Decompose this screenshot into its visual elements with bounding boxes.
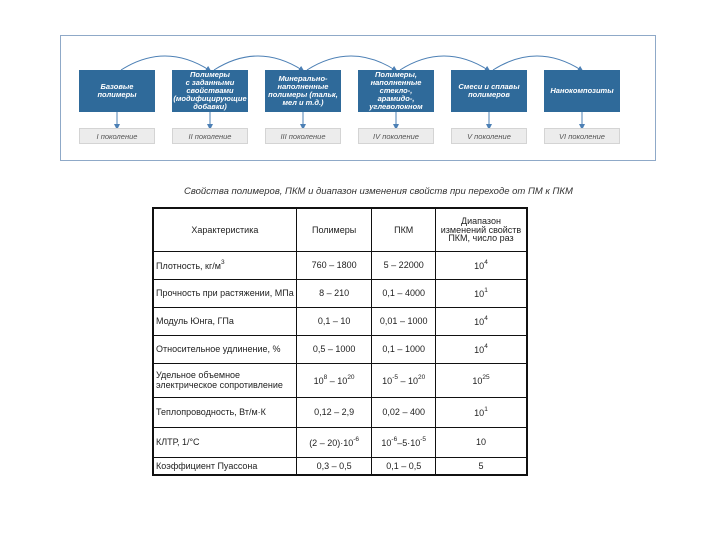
arc-arrow-4 <box>400 56 488 70</box>
row-range-conductivity: $10^1$ <box>435 397 527 427</box>
row-name-elongation: Относительное удлинение, % <box>153 335 296 363</box>
row-poly-resistivity: $10^8 - 10^{20}$ <box>296 363 372 397</box>
generation-box-4: IV поколение <box>358 128 434 144</box>
header-pkm: ПКМ <box>372 208 436 251</box>
header-polymers: Полимеры <box>296 208 372 251</box>
table-caption: Свойства полимеров, ПКМ и диапазон изменения свойств при переходе от ПМ к ПКМ <box>184 186 573 197</box>
table-row <box>153 251 527 279</box>
generation-box-6: VI поколение <box>544 128 620 144</box>
table-row <box>153 307 527 335</box>
row-name-clte: КЛТР, 1/°C <box>153 427 296 457</box>
row-range-resistivity: $10^{25}$ <box>435 363 527 397</box>
table-row <box>153 279 527 307</box>
table-row <box>153 335 527 363</box>
arc-arrow-5 <box>493 56 581 70</box>
row-range-poisson: 5 <box>435 457 527 475</box>
header-range: Диапазон изменений свойств ПКМ, число раз <box>435 208 527 251</box>
row-poly-density: 760 – 1800 <box>296 251 372 279</box>
row-poly-clte: $(2 - 20)\cdot 10^{-6}$ <box>296 427 372 457</box>
properties-table <box>152 207 528 476</box>
row-pkm-elongation: 0,1 – 1000 <box>372 335 436 363</box>
polymer-generations-diagram <box>60 35 656 161</box>
row-pkm-density: 5 – 22000 <box>372 251 436 279</box>
stage-box-5: Смеси и сплавы полимеров <box>451 70 527 112</box>
generation-box-1: I поколение <box>79 128 155 144</box>
table-row <box>153 427 527 457</box>
arc-arrow-1 <box>121 56 209 70</box>
row-pkm-resistivity: $10^{-5} - 10^{20}$ <box>372 363 436 397</box>
row-range-elongation: $10^4$ <box>435 335 527 363</box>
row-pkm-strength: 0,1 – 4000 <box>372 279 436 307</box>
arc-arrow-2 <box>214 56 302 70</box>
row-poly-poisson: 0,3 – 0,5 <box>296 457 372 475</box>
stage-box-4: Полимеры, наполненные стекло-, арамидо-, углеволокном <box>358 70 434 112</box>
table-row <box>153 457 527 475</box>
row-name-resistivity: Удельное объемное электрическое сопротивление <box>153 363 296 397</box>
generation-box-3: III поколение <box>265 128 341 144</box>
arc-arrow-3 <box>307 56 395 70</box>
row-name-density: Плотность, $кг/м^3$ <box>153 251 296 279</box>
header-property: Характеристика <box>153 208 296 251</box>
row-poly-strength: 8 – 210 <box>296 279 372 307</box>
row-pkm-conductivity: 0,02 – 400 <box>372 397 436 427</box>
row-name-poisson: Коэффициент Пуассона <box>153 457 296 475</box>
row-pkm-poisson: 0,1 – 0,5 <box>372 457 436 475</box>
stage-box-2: Полимеры с заданными свойствами (модифицирующие добавки) <box>173 70 247 111</box>
row-range-modulus: $10^4$ <box>435 307 527 335</box>
generation-box-5: V поколение <box>451 128 527 144</box>
row-name-strength: Прочность при растяжении, МПа <box>153 279 296 307</box>
row-range-clte: 10 <box>435 427 527 457</box>
row-name-modulus: Модуль Юнга, ГПа <box>153 307 296 335</box>
generation-box-2: II поколение <box>172 128 248 144</box>
table-row <box>153 363 527 397</box>
stage-box-6: Нанокомпозиты <box>544 70 620 112</box>
row-pkm-modulus: 0,01 – 1000 <box>372 307 436 335</box>
table-header-row <box>153 208 527 251</box>
row-poly-elongation: 0,5 – 1000 <box>296 335 372 363</box>
row-range-strength: $10^1$ <box>435 279 527 307</box>
row-poly-conductivity: 0,12 – 2,9 <box>296 397 372 427</box>
row-range-density: $10^4$ <box>435 251 527 279</box>
row-poly-modulus: 0,1 – 10 <box>296 307 372 335</box>
row-name-conductivity: Теплопроводность, Вт/м·К <box>153 397 296 427</box>
row-pkm-clte: $10^{-6}-5\cdot 10^{-5}$ <box>372 427 436 457</box>
table-row <box>153 397 527 427</box>
stage-box-1: Базовые полимеры <box>79 70 155 112</box>
stage-box-3: Минерально- наполненные полимеры (тальк, мел и т.д.) <box>265 70 341 112</box>
